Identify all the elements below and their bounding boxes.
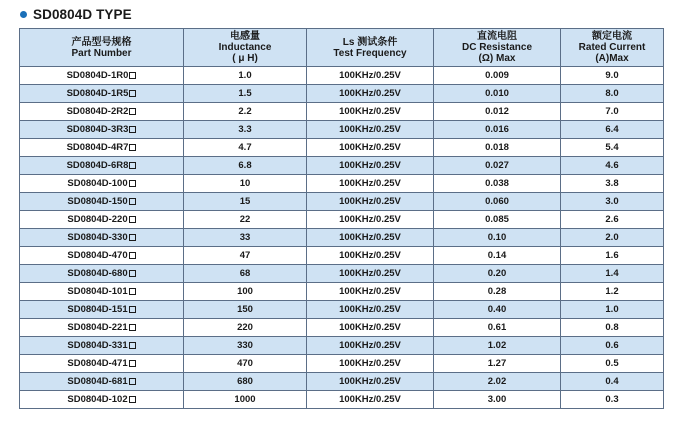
empty-box-icon <box>129 234 136 241</box>
table-row <box>20 265 664 283</box>
header-unit: ( μ H) <box>232 53 258 64</box>
table-row <box>20 157 664 175</box>
cell-test-frequency-text: 100KHz/0.25V <box>339 196 401 207</box>
cell-inductance-text: 33 <box>239 232 251 243</box>
cell-inductance-text: 680 <box>237 376 253 387</box>
cell-part-number-text: SD0804D-4R7 <box>66 142 129 153</box>
cell-part-number <box>20 67 184 85</box>
empty-box-icon <box>129 270 136 277</box>
cell-dc-resistance-text: 0.40 <box>487 304 507 315</box>
cell-part-number <box>20 139 184 157</box>
cell-rated-current-text: 7.0 <box>605 106 619 117</box>
cell-test-frequency <box>307 355 434 373</box>
cell-rated-current <box>561 301 664 319</box>
cell-rated-current <box>561 157 664 175</box>
cell-inductance <box>184 193 307 211</box>
cell-part-number-text: SD0804D-471 <box>67 358 128 369</box>
cell-rated-current <box>561 85 664 103</box>
cell-dc-resistance <box>434 391 561 409</box>
cell-inductance-text: 1.0 <box>238 70 252 81</box>
cell-inductance-text: 15 <box>239 196 251 207</box>
cell-dc-resistance-text: 0.10 <box>487 232 507 243</box>
cell-part-number-text: SD0804D-470 <box>67 250 128 261</box>
cell-dc-resistance <box>434 139 561 157</box>
cell-dc-resistance-text: 0.61 <box>487 322 507 333</box>
cell-inductance-text: 470 <box>237 358 253 369</box>
cell-rated-current <box>561 247 664 265</box>
cell-dc-resistance <box>434 229 561 247</box>
cell-test-frequency <box>307 229 434 247</box>
cell-rated-current-text: 0.4 <box>605 376 619 387</box>
cell-rated-current-text: 1.0 <box>605 304 619 315</box>
cell-dc-resistance-text: 0.010 <box>485 88 509 99</box>
table-row <box>20 67 664 85</box>
cell-dc-resistance <box>434 193 561 211</box>
cell-dc-resistance <box>434 121 561 139</box>
cell-dc-resistance-text: 0.20 <box>487 268 507 279</box>
cell-rated-current-text: 4.6 <box>605 160 619 171</box>
cell-inductance-text: 47 <box>239 250 251 261</box>
table-row <box>20 337 664 355</box>
cell-part-number <box>20 265 184 283</box>
cell-dc-resistance-text: 0.016 <box>485 124 509 135</box>
table-row <box>20 373 664 391</box>
empty-box-icon <box>129 324 136 331</box>
cell-part-number-text: SD0804D-100 <box>67 178 128 189</box>
cell-part-number-text: SD0804D-151 <box>67 304 128 315</box>
cell-part-number <box>20 193 184 211</box>
table-row <box>20 319 664 337</box>
header-cn: 电感量 <box>230 31 260 42</box>
cell-part-number-text: SD0804D-2R2 <box>66 106 129 117</box>
cell-dc-resistance <box>434 67 561 85</box>
cell-rated-current <box>561 211 664 229</box>
empty-box-icon <box>129 108 136 115</box>
cell-test-frequency-text: 100KHz/0.25V <box>339 304 401 315</box>
cell-inductance-text: 100 <box>237 286 253 297</box>
header-inductance <box>184 29 307 67</box>
cell-test-frequency <box>307 85 434 103</box>
cell-dc-resistance <box>434 319 561 337</box>
cell-part-number-text: SD0804D-220 <box>67 214 128 225</box>
cell-rated-current-text: 3.8 <box>605 178 619 189</box>
empty-box-icon <box>129 252 136 259</box>
cell-part-number <box>20 85 184 103</box>
header-cn: 额定电流 <box>592 31 632 42</box>
cell-test-frequency <box>307 247 434 265</box>
header-en: DC Resistance <box>461 42 533 53</box>
cell-inductance-text: 1000 <box>234 394 256 405</box>
table-row <box>20 175 664 193</box>
cell-inductance <box>184 319 307 337</box>
cell-rated-current-text: 2.6 <box>605 214 619 225</box>
cell-part-number <box>20 247 184 265</box>
cell-inductance <box>184 175 307 193</box>
cell-inductance-text: 10 <box>239 178 251 189</box>
cell-test-frequency <box>307 301 434 319</box>
empty-box-icon <box>129 162 136 169</box>
table-row <box>20 229 664 247</box>
cell-test-frequency-text: 100KHz/0.25V <box>339 160 401 171</box>
cell-rated-current <box>561 265 664 283</box>
cell-dc-resistance-text: 1.27 <box>487 358 507 369</box>
cell-test-frequency-text: 100KHz/0.25V <box>339 214 401 225</box>
empty-box-icon <box>129 198 136 205</box>
table-header <box>20 29 664 67</box>
header-cn: Ls 测试条件 <box>342 36 398 48</box>
cell-test-frequency-text: 100KHz/0.25V <box>339 232 401 243</box>
header-cn: 直流电阻 <box>477 31 517 42</box>
empty-box-icon <box>129 126 136 133</box>
cell-inductance-text: 22 <box>239 214 251 225</box>
cell-inductance <box>184 103 307 121</box>
cell-dc-resistance-text: 0.018 <box>485 142 509 153</box>
cell-rated-current-text: 6.4 <box>605 124 619 135</box>
cell-inductance <box>184 247 307 265</box>
header-en: Inductance <box>218 42 272 53</box>
cell-test-frequency <box>307 67 434 85</box>
header-unit: (Ω) Max <box>478 53 516 64</box>
cell-dc-resistance-text: 0.012 <box>485 106 509 117</box>
cell-part-number <box>20 103 184 121</box>
table-row <box>20 247 664 265</box>
cell-part-number-text: SD0804D-681 <box>67 376 128 387</box>
cell-test-frequency-text: 100KHz/0.25V <box>339 286 401 297</box>
table-row <box>20 301 664 319</box>
cell-dc-resistance-text: 0.28 <box>487 286 507 297</box>
cell-part-number <box>20 229 184 247</box>
dot-bullet-icon <box>20 11 27 18</box>
table-row <box>20 391 664 409</box>
cell-test-frequency <box>307 211 434 229</box>
cell-inductance <box>184 229 307 247</box>
cell-test-frequency <box>307 319 434 337</box>
cell-dc-resistance <box>434 157 561 175</box>
cell-part-number-text: SD0804D-6R8 <box>66 160 129 171</box>
cell-rated-current-text: 1.6 <box>605 250 619 261</box>
table-row <box>20 211 664 229</box>
cell-test-frequency-text: 100KHz/0.25V <box>339 106 401 117</box>
section-heading <box>20 4 132 24</box>
cell-rated-current <box>561 373 664 391</box>
cell-dc-resistance <box>434 337 561 355</box>
empty-box-icon <box>129 144 136 151</box>
header-cn: 产品型号规格 <box>71 36 132 48</box>
cell-rated-current <box>561 319 664 337</box>
cell-rated-current-text: 8.0 <box>605 88 619 99</box>
empty-box-icon <box>129 180 136 187</box>
cell-dc-resistance-text: 0.038 <box>485 178 509 189</box>
empty-box-icon <box>129 342 136 349</box>
cell-rated-current-text: 3.0 <box>605 196 619 207</box>
cell-test-frequency <box>307 265 434 283</box>
cell-part-number <box>20 373 184 391</box>
cell-rated-current <box>561 229 664 247</box>
cell-dc-resistance-text: 0.085 <box>485 214 509 225</box>
cell-test-frequency <box>307 193 434 211</box>
table-row <box>20 355 664 373</box>
cell-part-number-text: SD0804D-102 <box>67 394 128 405</box>
cell-rated-current-text: 2.0 <box>605 232 619 243</box>
cell-inductance <box>184 337 307 355</box>
header-part-number <box>20 29 184 67</box>
cell-part-number <box>20 157 184 175</box>
table-row <box>20 103 664 121</box>
table-row <box>20 193 664 211</box>
cell-inductance-text: 2.2 <box>238 106 252 117</box>
cell-rated-current-text: 0.6 <box>605 340 619 351</box>
cell-inductance-text: 4.7 <box>238 142 252 153</box>
header-en: Test Frequency <box>333 47 407 59</box>
cell-dc-resistance-text: 0.060 <box>485 196 509 207</box>
cell-inductance <box>184 301 307 319</box>
cell-test-frequency-text: 100KHz/0.25V <box>339 124 401 135</box>
header-rated-current <box>561 29 664 67</box>
cell-dc-resistance <box>434 85 561 103</box>
cell-inductance-text: 68 <box>239 268 251 279</box>
cell-rated-current <box>561 337 664 355</box>
cell-dc-resistance-text: 0.009 <box>485 70 509 81</box>
table-row <box>20 283 664 301</box>
cell-part-number-text: SD0804D-150 <box>67 196 128 207</box>
cell-part-number <box>20 337 184 355</box>
cell-inductance-text: 150 <box>237 304 253 315</box>
cell-test-frequency-text: 100KHz/0.25V <box>339 142 401 153</box>
cell-inductance-text: 1.5 <box>238 88 252 99</box>
cell-inductance <box>184 139 307 157</box>
empty-box-icon <box>129 378 136 385</box>
cell-part-number-text: SD0804D-1R0 <box>66 70 129 81</box>
cell-test-frequency-text: 100KHz/0.25V <box>339 358 401 369</box>
cell-test-frequency <box>307 337 434 355</box>
table-body <box>20 67 664 409</box>
header-unit: (A)Max <box>595 53 629 64</box>
cell-inductance <box>184 373 307 391</box>
cell-rated-current <box>561 121 664 139</box>
cell-test-frequency <box>307 121 434 139</box>
cell-inductance <box>184 157 307 175</box>
table-row <box>20 139 664 157</box>
header-row <box>20 29 664 67</box>
cell-test-frequency <box>307 157 434 175</box>
cell-part-number <box>20 121 184 139</box>
empty-box-icon <box>129 90 136 97</box>
cell-dc-resistance-text: 0.027 <box>485 160 509 171</box>
cell-rated-current <box>561 283 664 301</box>
cell-part-number <box>20 211 184 229</box>
cell-rated-current <box>561 355 664 373</box>
empty-box-icon <box>129 396 136 403</box>
cell-dc-resistance <box>434 175 561 193</box>
cell-test-frequency <box>307 175 434 193</box>
cell-part-number-text: SD0804D-101 <box>67 286 128 297</box>
header-en: Rated Current <box>578 42 646 53</box>
cell-dc-resistance <box>434 355 561 373</box>
cell-rated-current-text: 1.2 <box>605 286 619 297</box>
cell-inductance <box>184 121 307 139</box>
table-row <box>20 85 664 103</box>
cell-test-frequency-text: 100KHz/0.25V <box>339 70 401 81</box>
cell-inductance <box>184 85 307 103</box>
spec-table <box>19 28 664 409</box>
cell-rated-current <box>561 103 664 121</box>
cell-rated-current-text: 5.4 <box>605 142 619 153</box>
cell-part-number <box>20 319 184 337</box>
cell-rated-current <box>561 67 664 85</box>
cell-part-number-text: SD0804D-3R3 <box>66 124 129 135</box>
empty-box-icon <box>129 360 136 367</box>
cell-inductance <box>184 265 307 283</box>
cell-rated-current-text: 0.8 <box>605 322 619 333</box>
cell-rated-current <box>561 193 664 211</box>
cell-rated-current <box>561 139 664 157</box>
empty-box-icon <box>129 288 136 295</box>
empty-box-icon <box>129 72 136 79</box>
header-en: Part Number <box>71 47 132 59</box>
cell-test-frequency <box>307 373 434 391</box>
cell-test-frequency <box>307 283 434 301</box>
cell-inductance <box>184 211 307 229</box>
cell-test-frequency-text: 100KHz/0.25V <box>339 394 401 405</box>
cell-rated-current-text: 1.4 <box>605 268 619 279</box>
cell-dc-resistance <box>434 373 561 391</box>
cell-part-number <box>20 391 184 409</box>
cell-dc-resistance <box>434 265 561 283</box>
cell-inductance <box>184 67 307 85</box>
cell-test-frequency <box>307 391 434 409</box>
page-title: SD0804D TYPE <box>33 6 132 22</box>
cell-rated-current <box>561 391 664 409</box>
cell-inductance-text: 6.8 <box>238 160 252 171</box>
cell-rated-current <box>561 175 664 193</box>
cell-test-frequency-text: 100KHz/0.25V <box>339 322 401 333</box>
cell-dc-resistance-text: 1.02 <box>487 340 507 351</box>
cell-test-frequency-text: 100KHz/0.25V <box>339 178 401 189</box>
cell-part-number-text: SD0804D-330 <box>67 232 128 243</box>
cell-inductance-text: 3.3 <box>238 124 252 135</box>
cell-inductance-text: 220 <box>237 322 253 333</box>
empty-box-icon <box>129 216 136 223</box>
cell-inductance <box>184 283 307 301</box>
cell-rated-current-text: 0.5 <box>605 358 619 369</box>
header-test-frequency <box>307 29 434 67</box>
cell-dc-resistance <box>434 301 561 319</box>
cell-test-frequency <box>307 103 434 121</box>
cell-test-frequency-text: 100KHz/0.25V <box>339 88 401 99</box>
cell-dc-resistance <box>434 103 561 121</box>
cell-test-frequency-text: 100KHz/0.25V <box>339 340 401 351</box>
cell-dc-resistance-text: 3.00 <box>487 394 507 405</box>
cell-part-number-text: SD0804D-331 <box>67 340 128 351</box>
cell-test-frequency-text: 100KHz/0.25V <box>339 250 401 261</box>
cell-rated-current-text: 0.3 <box>605 394 619 405</box>
cell-dc-resistance-text: 2.02 <box>487 376 507 387</box>
empty-box-icon <box>129 306 136 313</box>
cell-part-number <box>20 175 184 193</box>
cell-part-number-text: SD0804D-680 <box>67 268 128 279</box>
table-row <box>20 121 664 139</box>
cell-inductance-text: 330 <box>237 340 253 351</box>
cell-test-frequency-text: 100KHz/0.25V <box>339 268 401 279</box>
cell-inductance <box>184 355 307 373</box>
cell-part-number <box>20 355 184 373</box>
cell-dc-resistance <box>434 247 561 265</box>
cell-inductance <box>184 391 307 409</box>
cell-test-frequency-text: 100KHz/0.25V <box>339 376 401 387</box>
cell-test-frequency <box>307 139 434 157</box>
cell-part-number <box>20 283 184 301</box>
cell-dc-resistance <box>434 283 561 301</box>
cell-part-number <box>20 301 184 319</box>
cell-rated-current-text: 9.0 <box>605 70 619 81</box>
cell-dc-resistance <box>434 211 561 229</box>
header-dc-resistance <box>434 29 561 67</box>
cell-dc-resistance-text: 0.14 <box>487 250 507 261</box>
cell-part-number-text: SD0804D-221 <box>67 322 128 333</box>
cell-part-number-text: SD0804D-1R5 <box>66 88 129 99</box>
